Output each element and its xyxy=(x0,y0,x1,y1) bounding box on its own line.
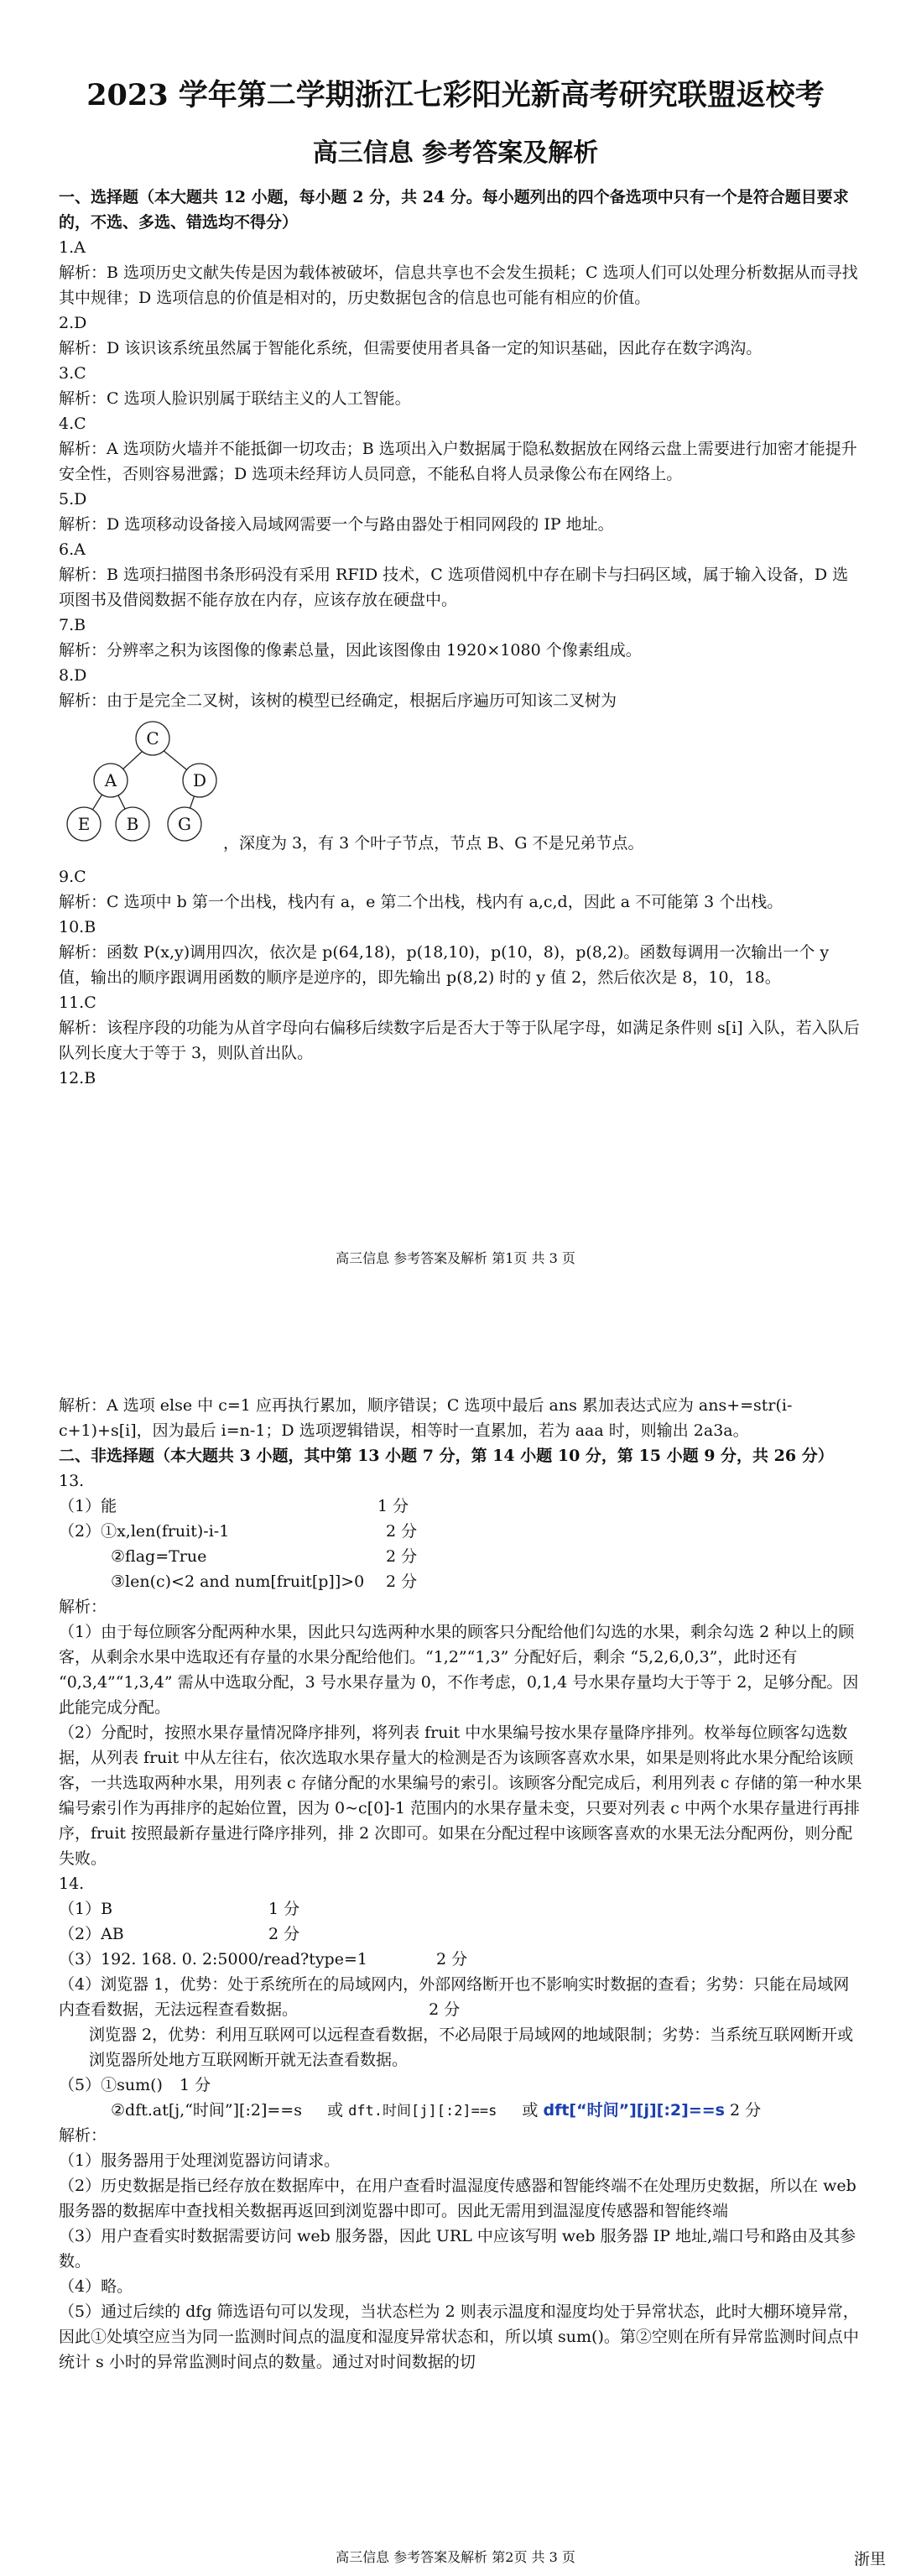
q14-answer-2-text: （2）AB xyxy=(59,1925,124,1943)
q13-answer-2 xyxy=(59,1519,864,1544)
section-2-heading: 二、非选择题（本大题共 3 小题，其中第 13 小题 7 分，第 14 小题 10 分，第 15 小题 9 分，共 26 分） xyxy=(59,1447,834,1465)
q14-answer-5-text: （5）①sum() xyxy=(59,2076,163,2094)
section-1-heading: 一、选择题（本大题共 12 小题，每小题 2 分，共 24 分。每小题列出的四个备选项中只有一个是符合题目要求的，不选、多选、错选均不得分） xyxy=(59,188,849,232)
section-1 xyxy=(59,185,864,1091)
q14-explanation-4: （4）略。 xyxy=(59,2277,133,2296)
q13-answer-1-score: 1 分 xyxy=(377,1497,409,1515)
q6-answer: 6.A xyxy=(59,540,86,559)
page-1-footer: 高三信息 参考答案及解析 第1页 共 3 页 xyxy=(336,1250,575,1266)
q14-explanation-label: 解析： xyxy=(59,2126,107,2145)
q13-answer-4-score: 2 分 xyxy=(386,1572,418,1591)
q14-answer-1 xyxy=(59,1896,864,1922)
q11-answer: 11.C xyxy=(59,993,96,1012)
q14-answer-5-score: 1 分 xyxy=(179,2076,211,2094)
q13-explanation-2: （2）分配时，按照水果存量情况降序排列，将列表 fruit 中水果编号按水果存量降序排列。枚举每位顾客勾选数据，从列表 fruit 中从左往右，依次选取水果存量大的检测是否为该顾客喜欢水果，如果是则将此水果分配给该顾客，一共选取两种水果，用列表 c 存储分配的水果编号的索引。该顾客分配完成后，利用列表 c 存储的第一种水果编号索引作为再排序的起始位置，因为 0~c[0]-1 范围内的水果存量未变，只要对列表 c 中两个水果存量进行再排序，fruit 按照最新存量进行降序排列，排 2 次即可。如果在分配过程中该顾客喜欢的水果无法分配两份，则分配失败。 xyxy=(59,1723,862,1868)
q3-explanation: 解析：C 选项人脸识别属于联结主义的人工智能。 xyxy=(59,389,411,408)
q8-explanation: 解析：由于是完全二叉树，该树的模型已经确定，根据后序遍历可知该二叉树为 xyxy=(59,691,617,710)
q14-answer-6-score: 2 分 xyxy=(730,2101,762,2120)
q14-number: 14. xyxy=(59,1875,85,1893)
q14-answer-6 xyxy=(59,2098,864,2123)
q13-answer-3-score: 2 分 xyxy=(386,1547,418,1566)
q10-answer: 10.B xyxy=(59,918,96,936)
tree-node-label: C xyxy=(146,728,159,748)
q12-answer: 12.B xyxy=(59,1069,96,1087)
q14-answer-3-text: （3）192. 168. 0. 2:5000/read?type=1 xyxy=(59,1950,367,1969)
page-2-content xyxy=(59,1393,864,2375)
document-subtitle: 高三信息 参考答案及解析 xyxy=(312,138,599,168)
q5-answer: 5.D xyxy=(59,490,87,508)
q13-answer-4-text: ③len(c)<2 and num[fruit[p]]>0 xyxy=(111,1572,365,1591)
q13-answer-1 xyxy=(59,1494,864,1519)
q14-explanation-1: （1）服务器用于处理浏览器访问请求。 xyxy=(59,2151,341,2170)
q7-answer: 7.B xyxy=(59,616,86,634)
q14-explanation-5: （5）通过后续的 dfg 筛选语句可以发现，当状态栏为 2 则表示温度和湿度均处于异常状态，此时大棚环境异常，因此①处填空应当为同一监测时间点的温度和湿度异常状态和，所以填 sum()。第②空则在所有异常监测时间点中统计 s 小时的异常监测时间点的数量。通过对时间数据的切 xyxy=(59,2302,859,2371)
q14-answer-1-score: 1 分 xyxy=(268,1900,300,1918)
q13-explanation-label: 解析： xyxy=(59,1598,107,1616)
q8-explanation-tail: ，深度为 3，有 3 个叶子节点，节点 B、G 不是兄弟节点。 xyxy=(223,834,644,853)
document-title: 2023 学年第二学期浙江七彩阳光新高考研究联盟返校考 xyxy=(86,78,825,112)
q14-answer-1-text: （1）B xyxy=(59,1900,113,1918)
q9-explanation: 解析：C 选项中 b 第一个出栈，栈内有 a，e 第二个出栈，栈内有 a,c,d，因此 a 不可能第 3 个出栈。 xyxy=(59,893,783,911)
q14-answer-6-or-2: 或 xyxy=(522,2101,539,2120)
q14-answer-2 xyxy=(59,1922,864,1947)
q3-answer: 3.C xyxy=(59,364,86,383)
q14-answer-4-score: 2 分 xyxy=(429,2000,461,2019)
q14-answer-6b: dft.时间[j][:2]==s xyxy=(348,2103,497,2120)
q8-answer: 8.D xyxy=(59,666,87,685)
q13-answer-3 xyxy=(59,1544,864,1569)
q14-answer-4-text: （4）浏览器 1，优势：处于系统所在的局域网内，外部网络断开也不影响实时数据的查看；劣势：只能在局域网内查看数据，无法远程查看数据。 xyxy=(59,1975,850,2019)
q14-answer-6a: ②dft.at[j,“时间”][:2]==s xyxy=(111,2101,302,2120)
q2-answer: 2.D xyxy=(59,314,87,332)
q13-answer-2-text: （2）①x,len(fruit)-i-1 xyxy=(59,1522,230,1541)
q13-answer-4 xyxy=(59,1569,864,1594)
tree-node-label: A xyxy=(104,770,117,790)
q14-answer-4b: 浏览器 2，优势：利用互联网可以远程查看数据，不必局限于局域网的地域限制；劣势：当系统互联网断开或浏览器所处地方互联网断开就无法查看数据。 xyxy=(89,2026,854,2069)
q14-answer-5 xyxy=(59,2073,864,2098)
q13-answer-2-score: 2 分 xyxy=(386,1522,418,1541)
q14-answer-6c: dft[“时间”][j][:2]==s xyxy=(543,2101,725,2120)
q8-tree-row xyxy=(59,713,864,864)
q14-explanation-3: （3）用户查看实时数据需要访问 web 服务器，因此 URL 中应该写明 web 服务器 IP 地址,端口号和路由及其参数。 xyxy=(59,2227,856,2271)
q14-answer-3 xyxy=(59,1947,864,1972)
q14-explanation-2: （2）历史数据是指已经存放在数据库中，在用户查看时温湿度传感器和智能终端不在处理历史数据，所以在 web 服务器的数据库中查找相关数据再返回到浏览器中即可。因此无需用到温湿度传感器和智能终端 xyxy=(59,2177,856,2220)
q5-explanation: 解析：D 选项移动设备接入局域网需要一个与路由器处于相同网段的 IP 地址。 xyxy=(59,515,614,534)
q13-explanation-1: （1）由于每位顾客分配两种水果，因此只勾选两种水果的顾客只分配给他们勾选的水果，剩余勾选 2 种以上的顾客，从剩余水果中选取还有存量的水果分配给他们。“1,2”“1,3” 分配好后，剩余 “5,2,6,0,3”，此时还有 “0,3,4”“1,3,4” 需从中选取分配，3 号水果存量为 0，不作考虑，0,1,4 号水果存量均大于等于 2，足够分配。因此能完成分配。 xyxy=(59,1623,859,1717)
page-2-footer: 高三信息 参考答案及解析 第2页 共 3 页 xyxy=(336,2549,575,2565)
tree-node-label: G xyxy=(178,814,191,834)
q14-answer-4 xyxy=(59,1972,864,2022)
tree-node-label: B xyxy=(126,814,139,834)
tree-node-label: D xyxy=(192,770,207,790)
q4-answer: 4.C xyxy=(59,415,86,433)
corner-watermark: 浙里 xyxy=(853,2550,886,2568)
q11-explanation: 解析：该程序段的功能为从首字母向右偏移后续数字后是否大于等于队尾字母，如满足条件则 s[i] 入队，若入队后队列长度大于等于 3，则队首出队。 xyxy=(59,1019,860,1062)
q14-answer-6-or-1: 或 xyxy=(327,2101,344,2120)
q14-answer-2-score: 2 分 xyxy=(268,1925,300,1943)
q4-explanation: 解析：A 选项防火墙并不能抵御一切攻击；B 选项出入户数据属于隐私数据放在网络云盘上需要进行加密才能提升安全性，否则容易泄露；D 选项未经拜访人员同意，不能私自将人员录像公布在网络上。 xyxy=(59,440,857,483)
q9-answer: 9.C xyxy=(59,868,86,886)
tree-node-label: E xyxy=(77,814,91,834)
q7-explanation: 解析：分辨率之积为该图像的像素总量，因此该图像由 1920×1080 个像素组成。 xyxy=(59,641,642,660)
q13-answer-1-text: （1）能 xyxy=(59,1497,117,1515)
q13-answer-3-text: ②flag=True xyxy=(111,1547,207,1566)
q14-answer-3-score: 2 分 xyxy=(436,1950,468,1969)
q6-explanation: 解析：B 选项扫描图书条形码没有采用 RFID 技术，C 选项借阅机中存在刷卡与扫码区域，属于输入设备，D 选项图书及借阅数据不能存放在内存，应该存放在硬盘中。 xyxy=(59,566,849,609)
q1-answer: 1.A xyxy=(59,238,86,257)
q13-number: 13. xyxy=(59,1472,85,1490)
q12-explanation: 解析：A 选项 else 中 c=1 应再执行累加，顺序错误；C 选项中最后 ans 累加表达式应为 ans+=str(i-c+1)+s[i]，因为最后 i=n-1；D 选项逻辑错误，相等时一直累加，若为 aaa 时，则输出 2a3a。 xyxy=(59,1396,793,1440)
q2-explanation: 解析：D 该识该系统虽然属于智能化系统，但需要使用者具备一定的知识基础，因此存在数字鸿沟。 xyxy=(59,339,763,357)
q10-explanation: 解析：函数 P(x,y)调用四次，依次是 p(64,18)，p(18,10)，p(10，8)，p(8,2)。函数每调用一次输出一个 y 值，输出的顺序跟调用函数的顺序是逆序的，即先输出 p(8,2) 时的 y 值 2，然后依次是 8，10，18。 xyxy=(59,943,830,987)
q1-explanation: 解析：B 选项历史文献失传是因为载体被破坏，信息共享也不会发生损耗；C 选项人们可以处理分析数据从而寻找其中规律；D 选项信息的价值是相对的，历史数据包含的信息也可能有相应的价值。 xyxy=(59,263,858,307)
